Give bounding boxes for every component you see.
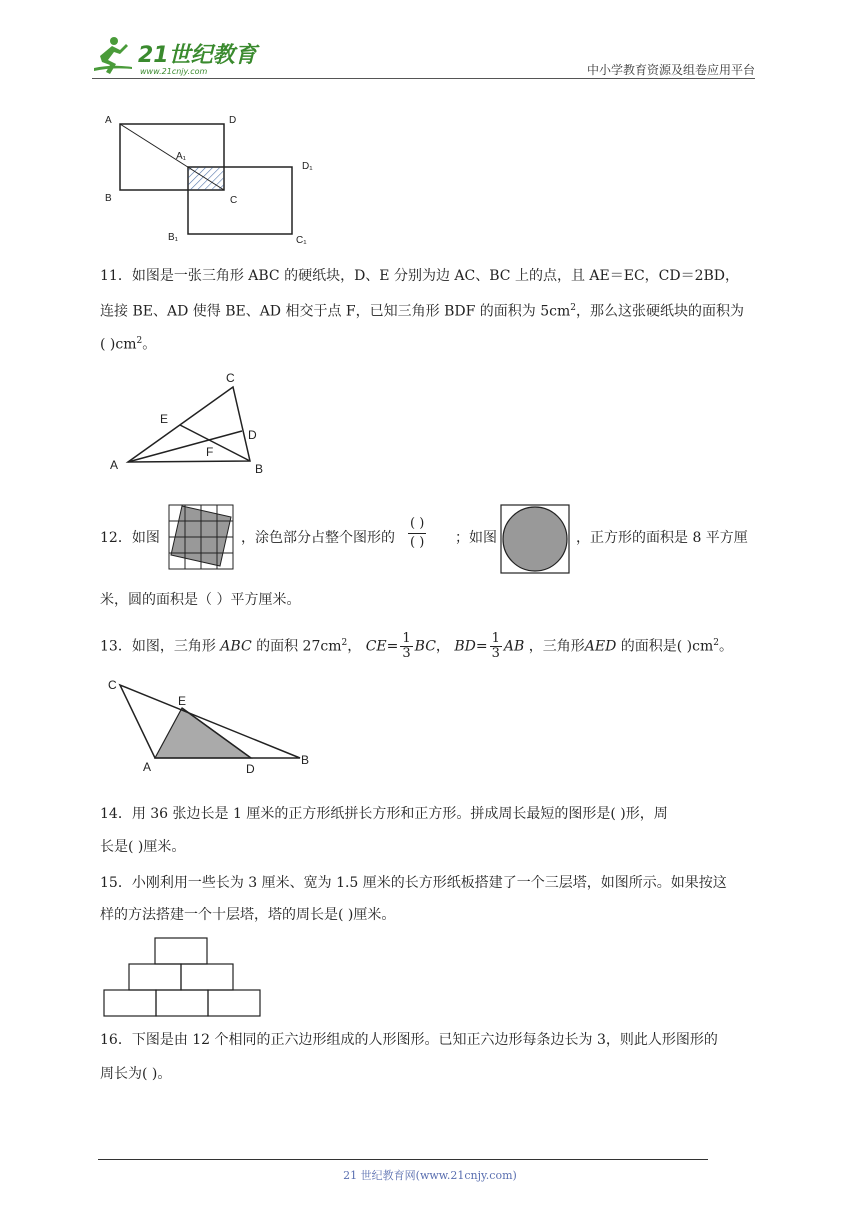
figure-circle-in-square bbox=[500, 504, 570, 574]
logo-text: 21世纪教育 bbox=[138, 43, 257, 68]
question-11-line-3: ( )$cm^2$。 bbox=[100, 336, 157, 353]
question-15-line-2: 样的方法搭建一个十层塔，塔的周长是( )厘米。 bbox=[100, 907, 396, 923]
question-15-line-1: 15．小刚利用一些长为 3 厘米、宽为 1.5 厘米的长方形纸板搭建了一个三层塔，如图所示。如果按这 bbox=[100, 875, 727, 891]
question-12-fraction: ( ) ( ) bbox=[410, 516, 425, 550]
label-A: A bbox=[143, 760, 152, 774]
question-12-text-a: 12．如图 bbox=[100, 530, 160, 546]
label-E: E bbox=[160, 412, 169, 426]
question-11-line-2: 连接 BE、AD 使得 BE、AD 相交于点 F，已知三角形 BDF 的面积为 $5cm^2$，那么这张硬纸块的面积为 bbox=[100, 303, 744, 320]
question-12-text-c: ；如图 bbox=[455, 530, 497, 546]
header-platform-name: 中小学教育资源及组卷应用平台 bbox=[586, 63, 755, 77]
question-12-text-d: ，正方形的面积是 8 平方厘 bbox=[576, 530, 748, 546]
label-B1: B₁ bbox=[168, 232, 179, 243]
label-C: C bbox=[108, 678, 117, 692]
site-logo bbox=[92, 34, 267, 78]
label-D: D bbox=[229, 115, 237, 126]
label-A: A bbox=[110, 458, 119, 472]
footer-text: 21 世纪教育网(www.21cnjy.com) bbox=[343, 1169, 517, 1182]
question-12-line-2: 米，圆的面积是（ ）平方厘米。 bbox=[100, 592, 301, 608]
label-D1: D₁ bbox=[302, 161, 313, 172]
question-11-line-1: 11．如图是一张三角形 ABC 的硬纸块，D、E 分别为边 AC、BC 上的点，且 AE＝EC，CD＝2BD， bbox=[100, 268, 740, 284]
figure-overlapping-rectangles bbox=[100, 110, 330, 245]
question-16-line-2: 周长为( )。 bbox=[100, 1066, 172, 1082]
question-14-line-2: 长是( )厘米。 bbox=[100, 839, 186, 855]
figure-three-layer-tower bbox=[100, 936, 265, 1020]
label-B: B bbox=[255, 462, 264, 476]
label-C1: C₁ bbox=[296, 235, 307, 245]
label-A1: A₁ bbox=[176, 151, 187, 162]
label-D: D bbox=[246, 762, 255, 776]
logo-url: www.21cnjy.com bbox=[140, 67, 208, 76]
figure-triangle-abc bbox=[100, 365, 275, 480]
label-C: C bbox=[230, 195, 238, 206]
question-12-text-b: ，涂色部分占整个图形的 bbox=[241, 530, 395, 546]
label-D: D bbox=[248, 428, 257, 442]
label-C: C bbox=[226, 371, 235, 385]
label-B: B bbox=[301, 753, 310, 767]
question-13-text: 13．如图，三角形 ABC 的面积 $27cm^2$， CE= $\frac{1}{3}$ BC， BD= $\frac{1}{3}$ AB ，三角形AED 的面积是( )$cm^2$。 bbox=[100, 631, 733, 661]
figure-triangle-aed bbox=[100, 675, 320, 780]
label-A: A bbox=[105, 115, 112, 126]
header-divider bbox=[92, 78, 755, 79]
label-B: B bbox=[105, 193, 112, 204]
label-F: F bbox=[206, 445, 214, 459]
footer-divider bbox=[98, 1159, 708, 1160]
question-14-line-1: 14．用 36 张边长是 1 厘米的正方形纸拼长方形和正方形。拼成周长最短的图形是( )形，周 bbox=[100, 806, 668, 822]
figure-grid-square bbox=[168, 504, 234, 570]
question-16-line-1: 16．下图是由 12 个相同的正六边形组成的人形图形。已知正六边形每条边长为 3，则此人形图形的 bbox=[100, 1032, 718, 1048]
label-E: E bbox=[178, 694, 187, 708]
